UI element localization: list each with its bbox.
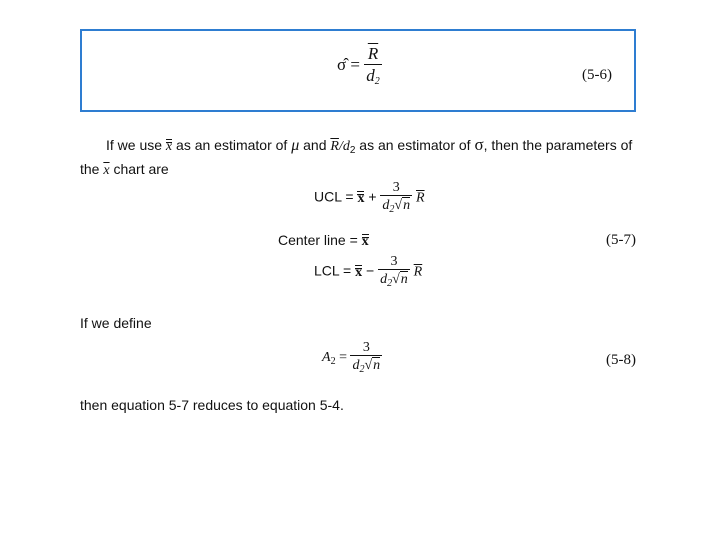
x-double-bar: x <box>165 139 173 154</box>
mu-symbol: μ <box>291 137 300 154</box>
r-bar: $\overline{R}$ <box>330 139 339 154</box>
x-double-bar: x <box>357 190 365 206</box>
x-double-bar: x <box>361 234 369 249</box>
text-line-2: the $\overline{x}$ chart are <box>80 161 169 178</box>
equation-number: (5-8) <box>606 352 636 368</box>
paragraph-conclusion: then equation 5-7 reduces to equation 5-4. <box>80 397 344 413</box>
paragraph-intro <box>80 136 640 180</box>
equation-number: (5-7) <box>606 232 636 248</box>
sigma-hat: σ̂ = <box>337 55 361 74</box>
numerator: $\overline{R}$ <box>367 44 379 63</box>
text-line-1: If we use x as an estimator of μ and $\overline{R}/d_2$ as an estimator of σ, then the parameters of <box>106 135 633 156</box>
x-double-bar: x <box>355 264 363 280</box>
fraction: $\frac{3}{d_2√n}$ <box>352 340 381 376</box>
center-line-equation: Center line = x <box>278 232 369 249</box>
r-bar: $\overline{R}$ <box>416 190 425 206</box>
paragraph-define: If we define <box>80 315 152 331</box>
denominator: $d_2$ <box>366 65 380 87</box>
fraction: $\frac{3}{d_2√n}$ <box>382 180 411 216</box>
ucl-equation: UCL = x + $\frac{3}{d_2√n}$ $\overline{R}$ <box>314 180 425 216</box>
equation-5-8: $A_2$ = $\frac{3}{d_2√n}$ <box>322 340 381 376</box>
equation-5-6 <box>337 45 382 87</box>
sigma-symbol: σ <box>474 135 484 154</box>
equation-number: (5-6) <box>582 67 612 83</box>
equation-box <box>80 29 636 112</box>
x-bar: $\overline{x}$ <box>103 163 110 178</box>
r-bar: $\overline{R}$ <box>413 264 423 280</box>
lcl-equation: LCL = x − $\frac{3}{d_2√n}$ $\overline{R}$ <box>314 254 423 290</box>
fraction: $\frac{3}{d_2√n}$ <box>380 254 408 290</box>
fraction <box>364 45 382 87</box>
